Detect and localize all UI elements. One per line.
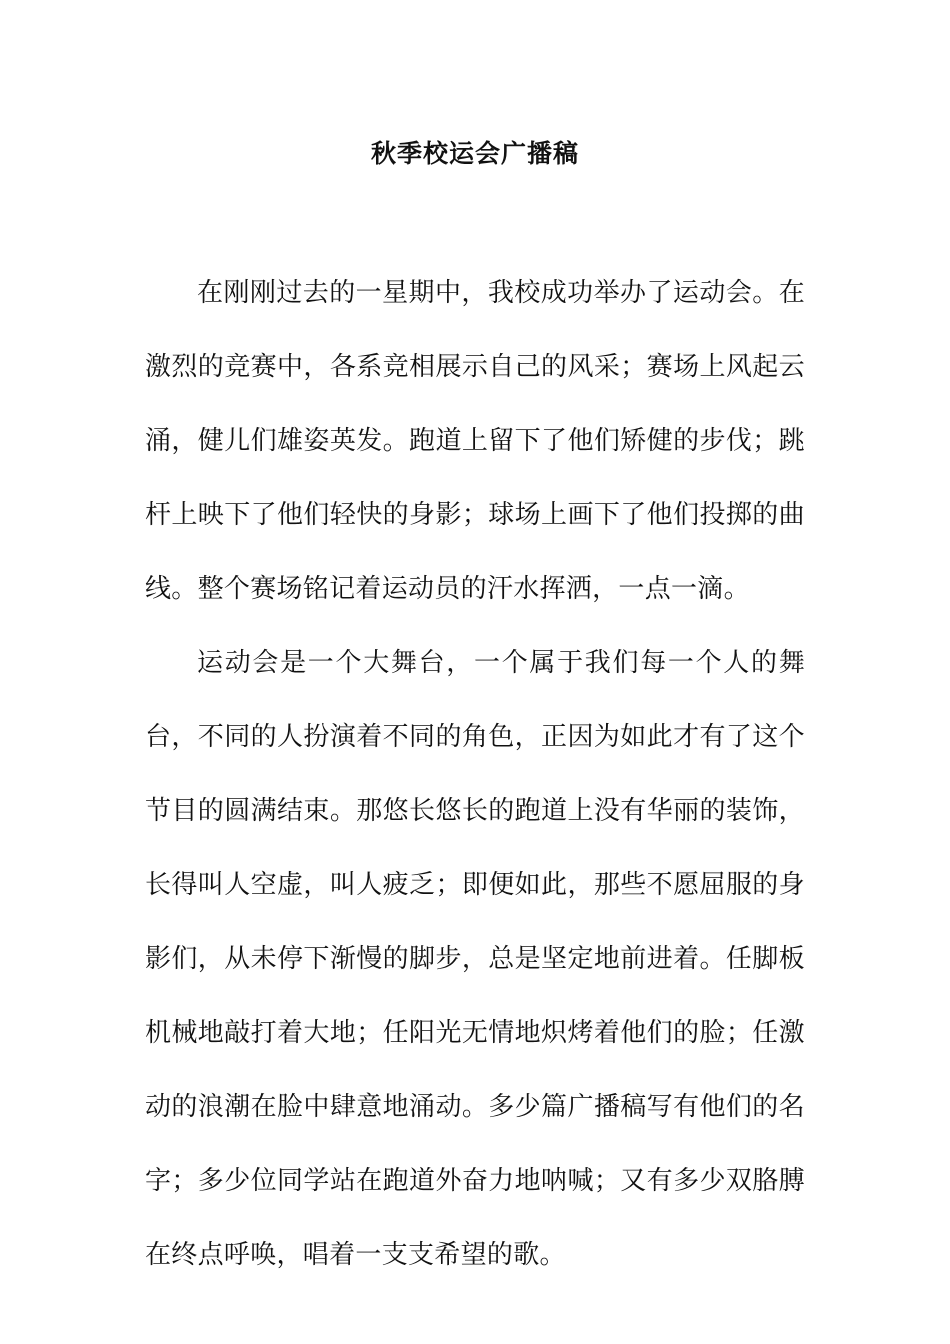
document-body <box>145 256 805 1292</box>
document-title: 秋季校运会广播稿 <box>370 139 579 168</box>
paragraph-1: 在刚刚过去的一星期中，我校成功举办了运动会。在激烈的竞赛中，各系竞相展示自己的风采；赛场上风起云涌，健儿们雄姿英发。跑道上留下了他们矫健的步伐；跳杆上映下了他们轻快的身影；球场上画下了他们投掷的曲线。整个赛场铭记着运动员的汗水挥洒，一点一滴。 <box>145 278 805 604</box>
paragraph-2: 运动会是一个大舞台，一个属于我们每一个人的舞台，不同的人扮演着不同的角色，正因为如此才有了这个节目的圆满结束。那悠长悠长的跑道上没有华丽的装饰，长得叫人空虚，叫人疲乏；即便如此，那些不愿屈服的身影们，从未停下渐慢的脚步，总是坚定地前进着。任脚板机械地敲打着大地；任阳光无情地炽烤着他们的脸；任激动的浪潮在脸中肆意地涌动。多少篇广播稿写有他们的名字；多少位同学站在跑道外奋力地呐喊；又有多少双胳膊在终点呼唤，唱着一支支希望的歌。 <box>145 648 805 1270</box>
